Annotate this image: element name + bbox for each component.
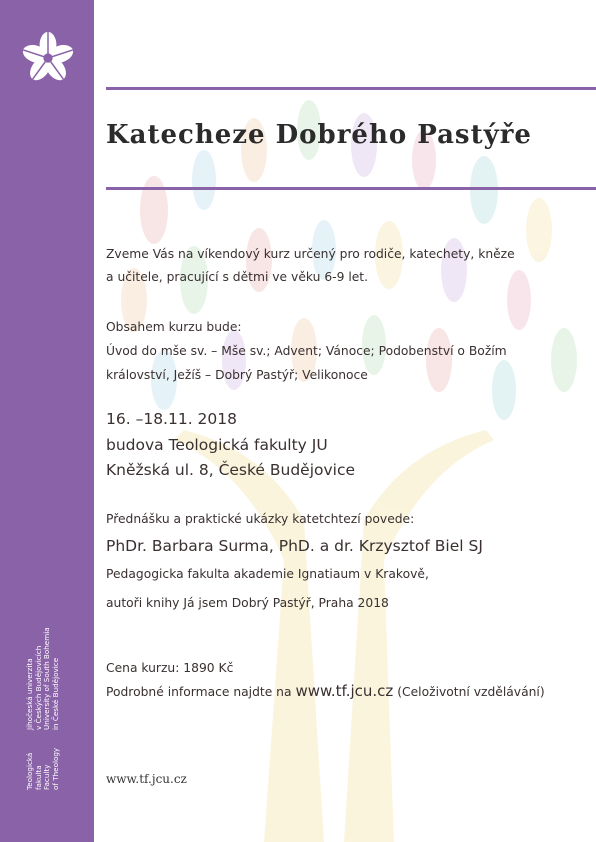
university-name: Jihočeská univerzita v Českých Budějovicích University of South Bohemia in České Budějovice — [25, 627, 60, 730]
flower-logo-icon — [20, 30, 76, 86]
info-line — [106, 680, 545, 703]
event-address: Kněžská ul. 8, České Budějovice — [106, 461, 356, 479]
content-line-1: Úvod do mše sv. – Mše sv.; Advent; Vánoce; Podobenství o Božím — [106, 344, 507, 358]
info-prefix: Podrobné informace najdte na — [106, 685, 292, 699]
event-building: budova Teologická fakulty JU — [106, 436, 328, 454]
title-divider — [106, 187, 596, 190]
lecturers-intro: Přednášku a praktické ukázky katetchtezí povede: — [106, 512, 415, 526]
lecturers-book: autoři knihy Já jsem Dobrý Pastýř, Praha 2018 — [106, 596, 389, 610]
info-url-link[interactable]: www.tf.jcu.cz — [295, 682, 394, 700]
content-line-2: království, Ježíš – Dobrý Pastýř; Velikonoce — [106, 368, 368, 382]
sidebar — [0, 0, 94, 842]
lecturers-affiliation: Pedagogicka fakulta akademie Ignatiaum v Krakově, — [106, 567, 429, 581]
content-heading: Obsahem kurzu bude: — [106, 320, 242, 334]
info-suffix: (Celoživotní vzdělávání) — [397, 685, 545, 699]
intro-line-1: Zveme Vás na víkendový kurz určený pro rodiče, katechety, kněze — [106, 247, 515, 261]
page-title: Katecheze Dobrého Pastýře — [106, 120, 532, 150]
price-value: 1890 Kč — [183, 661, 234, 675]
top-divider — [106, 87, 596, 90]
event-date: 16. –18.11. 2018 — [106, 410, 238, 428]
intro-line-2: a učitele, pracující s dětmi ve věku 6-9 let. — [106, 270, 369, 284]
lecturers-names: PhDr. Barbara Surma, PhD. a dr. Krzysztof Biel SJ — [106, 537, 483, 555]
footer-url-link[interactable]: www.tf.jcu.cz — [106, 772, 187, 786]
price-label: Cena kurzu: — [106, 661, 180, 675]
price-line — [106, 657, 233, 679]
faculty-name: Teologická fakulta Faculty of Theology — [25, 747, 60, 790]
